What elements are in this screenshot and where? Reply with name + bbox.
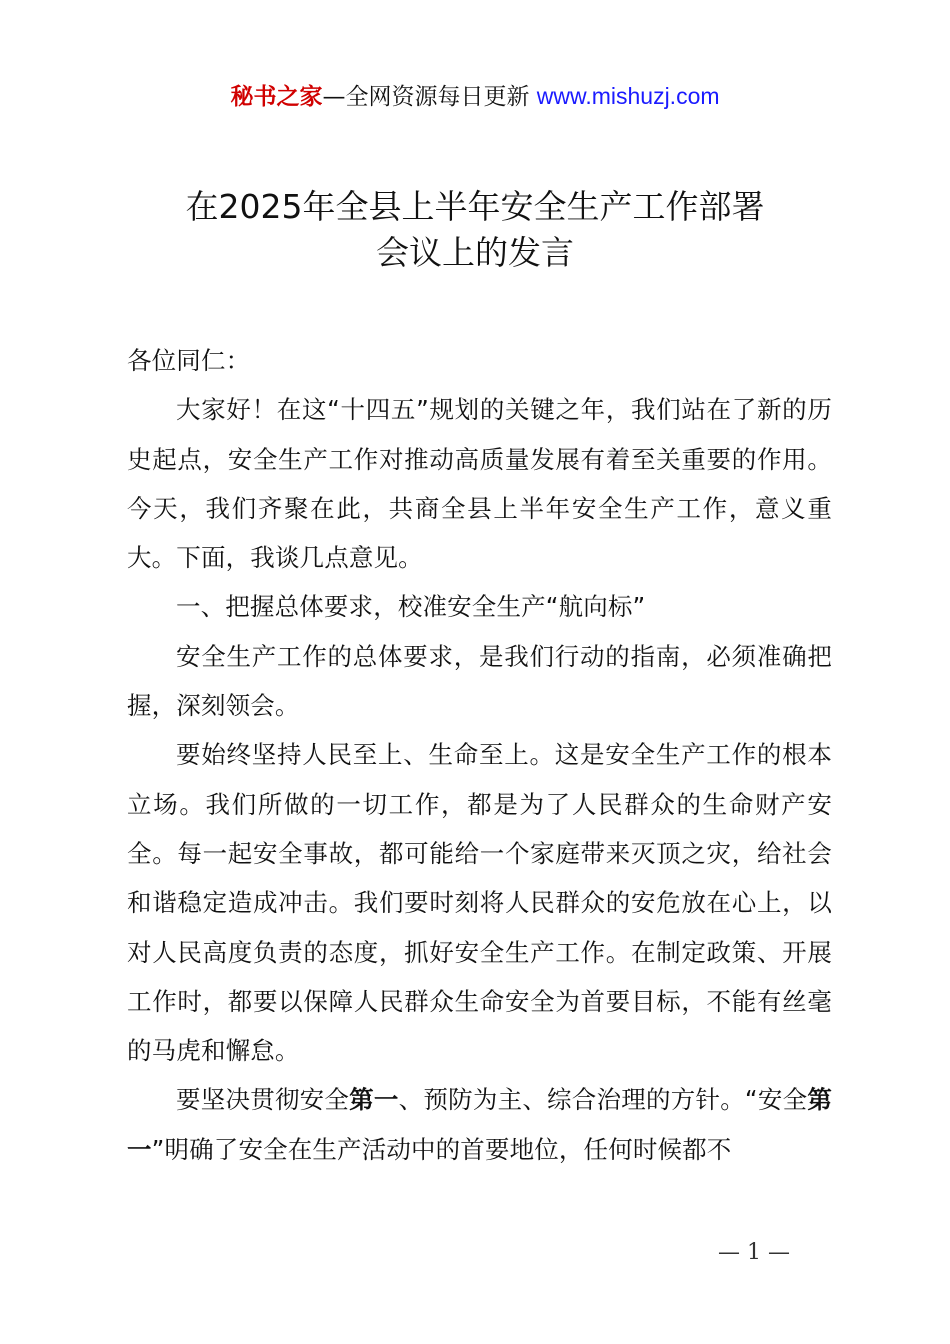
title-line-1: 在2025年全县上半年安全生产工作部署: [185, 187, 765, 226]
salutation: 各位同仁：: [127, 346, 251, 375]
page-number: — 1 —: [718, 1240, 790, 1265]
banner-slogan: —全网资源每日更新: [322, 84, 537, 110]
document-title: [0, 184, 950, 276]
p4-bold-2: 第一: [127, 1085, 832, 1164]
paragraph-people-first: 要始终坚持人民至上、生命至上。这是安全生产工作的根本立场。我们所做的一切工作，都是为了人民群众的生命财产安全。每一起安全事故，都可能给一个家庭带来灭顶之灾，给社会和谐稳定造成冲击。我们要时刻将人民群众的安危放在心上，以对人民高度负责的态度，抓好安全生产工作。在制定政策、开展工作时，都要以保障人民群众生命安全为首要目标，不能有丝毫的马虎和懈怠。: [127, 740, 832, 1066]
site-banner: [0, 80, 950, 113]
p4-text-1: 要坚决贯彻安全: [176, 1085, 350, 1115]
p4-text-2: 、预防为主、综合治理的方针。“安全: [398, 1085, 808, 1115]
p4-bold-1: 第一: [349, 1085, 399, 1115]
document-body: [127, 336, 832, 1174]
paragraph-intro: 大家好！在这“十四五”规划的关键之年，我们站在了新的历史起点，安全生产工作对推动高质量发展有着至关重要的作用。今天，我们齐聚在此，共商全县上半年安全生产工作，意义重大。下面，我谈几点意见。: [127, 395, 832, 573]
section-heading-1: 一、把握总体要求，校准安全生产“航向标”: [176, 592, 646, 622]
paragraph-requirements: 安全生产工作的总体要求，是我们行动的指南，必须准确把握，深刻领会。: [127, 641, 832, 721]
title-line-2: 会议上的发言: [376, 233, 574, 272]
paragraph-safety-first: [127, 1075, 832, 1174]
brand-name: 秘书之家: [230, 84, 323, 110]
p4-text-3: ”明确了安全在生产活动中的首要地位，任何时候都不: [151, 1134, 732, 1164]
site-url[interactable]: www.mishuzj.com: [536, 83, 720, 109]
